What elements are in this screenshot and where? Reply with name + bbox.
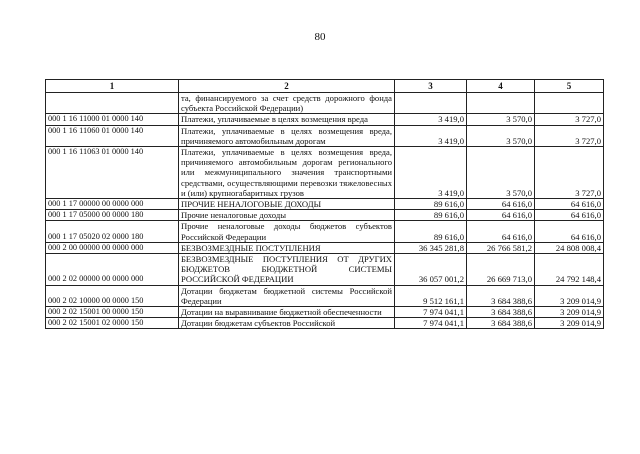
row-value-year-3: 24 808 008,4 (535, 242, 604, 253)
column-header-name: 2 (179, 80, 395, 93)
row-value-year-1: 36 345 281,8 (395, 242, 467, 253)
table-row (46, 221, 604, 242)
row-code: 000 2 00 00000 00 0000 000 (46, 242, 179, 253)
row-value-year-1: 3 419,0 (395, 125, 467, 146)
row-name: Прочие неналоговые доходы бюджетов субъектов Российской Федерации (179, 221, 395, 242)
column-header-year-2: 4 (467, 80, 535, 93)
row-name: Платежи, уплачиваемые в целях возмещения вреда, причиняемого автомобильным дорогам регионального или межмуниципального значения транспортными средствами, осуществляющими перевозки тяжеловесных и (или) крупногабаритных грузов (179, 147, 395, 199)
page-number: 80 (314, 31, 326, 43)
row-name: Прочие неналоговые доходы (179, 210, 395, 221)
row-name: БЕЗВОЗМЕЗДНЫЕ ПОСТУПЛЕНИЯ (179, 242, 395, 253)
row-value-year-3: 3 209 014,9 (535, 307, 604, 318)
row-code: 000 1 16 11060 01 0000 140 (46, 125, 179, 146)
row-value-year-1: 3 419,0 (395, 147, 467, 199)
row-code: 000 1 17 05000 00 0000 180 (46, 210, 179, 221)
row-value-year-3: 64 616,0 (535, 221, 604, 242)
row-value-year-1: 36 057 001,2 (395, 254, 467, 286)
row-name: Платежи, уплачиваемые в целях возмещения вреда, причиняемого автомобильным дорогам (179, 125, 395, 146)
row-name: Платежи, уплачиваемые в целях возмещения вреда (179, 114, 395, 125)
row-value-year-3: 3 209 014,9 (535, 318, 604, 329)
row-code: 000 2 02 00000 00 0000 000 (46, 254, 179, 286)
table-row (46, 147, 604, 199)
row-value-year-3: 3 209 014,9 (535, 285, 604, 306)
row-code (46, 93, 179, 114)
row-value-year-1: 89 616,0 (395, 221, 467, 242)
row-value-year-3: 3 727,0 (535, 125, 604, 146)
row-code: 000 2 02 10000 00 0000 150 (46, 285, 179, 306)
table-row (46, 125, 604, 146)
row-value-year-2: 3 684 388,6 (467, 285, 535, 306)
row-value-year-3: 3 727,0 (535, 114, 604, 125)
budget-revenue-table (45, 79, 604, 329)
table-row (46, 242, 604, 253)
table-row (46, 93, 604, 114)
row-code: 000 1 17 00000 00 0000 000 (46, 199, 179, 210)
row-value-year-2: 64 616,0 (467, 221, 535, 242)
row-name: Дотации на выравнивание бюджетной обеспеченности (179, 307, 395, 318)
row-value-year-2: 26 669 713,0 (467, 254, 535, 286)
row-value-year-1: 89 616,0 (395, 199, 467, 210)
table-row (46, 114, 604, 125)
row-value-year-3: 24 792 148,4 (535, 254, 604, 286)
table-row (46, 307, 604, 318)
row-code: 000 2 02 15001 02 0000 150 (46, 318, 179, 329)
row-value-year-2 (467, 93, 535, 114)
row-value-year-1: 7 974 041,1 (395, 318, 467, 329)
row-value-year-2: 3 570,0 (467, 147, 535, 199)
row-name: ПРОЧИЕ НЕНАЛОГОВЫЕ ДОХОДЫ (179, 199, 395, 210)
row-value-year-3 (535, 93, 604, 114)
row-name: Дотации бюджетам бюджетной системы Российской Федерации (179, 285, 395, 306)
table-header-row (46, 80, 604, 93)
column-header-year-3: 5 (535, 80, 604, 93)
row-value-year-1: 9 512 161,1 (395, 285, 467, 306)
row-code: 000 1 16 11000 01 0000 140 (46, 114, 179, 125)
table-row (46, 254, 604, 286)
row-value-year-3: 64 616,0 (535, 210, 604, 221)
row-value-year-3: 3 727,0 (535, 147, 604, 199)
row-value-year-2: 64 616,0 (467, 199, 535, 210)
table-row (46, 318, 604, 329)
row-value-year-2: 3 684 388,6 (467, 318, 535, 329)
table-row (46, 210, 604, 221)
row-code: 000 2 02 15001 00 0000 150 (46, 307, 179, 318)
row-value-year-2: 3 570,0 (467, 114, 535, 125)
row-value-year-2: 64 616,0 (467, 210, 535, 221)
row-value-year-1: 7 974 041,1 (395, 307, 467, 318)
row-name: Дотации бюджетам субъектов Российской (179, 318, 395, 329)
table-row (46, 285, 604, 306)
column-header-year-1: 3 (395, 80, 467, 93)
row-name: та, финансируемого за счет средств дорожного фонда субъекта Российской Федерации) (179, 93, 395, 114)
column-header-code: 1 (46, 80, 179, 93)
row-value-year-2: 3 570,0 (467, 125, 535, 146)
row-value-year-1: 89 616,0 (395, 210, 467, 221)
row-value-year-1 (395, 93, 467, 114)
row-code: 000 1 16 11063 01 0000 140 (46, 147, 179, 199)
table-row (46, 199, 604, 210)
row-value-year-2: 26 766 581,2 (467, 242, 535, 253)
row-code: 000 1 17 05020 02 0000 180 (46, 221, 179, 242)
row-name: БЕЗВОЗМЕЗДНЫЕ ПОСТУПЛЕНИЯ ОТ ДРУГИХ БЮДЖЕТОВ БЮДЖЕТНОЙ СИСТЕМЫ РОССИЙСКОЙ ФЕДЕРАЦИИ (179, 254, 395, 286)
row-value-year-1: 3 419,0 (395, 114, 467, 125)
row-value-year-3: 64 616,0 (535, 199, 604, 210)
row-value-year-2: 3 684 388,6 (467, 307, 535, 318)
